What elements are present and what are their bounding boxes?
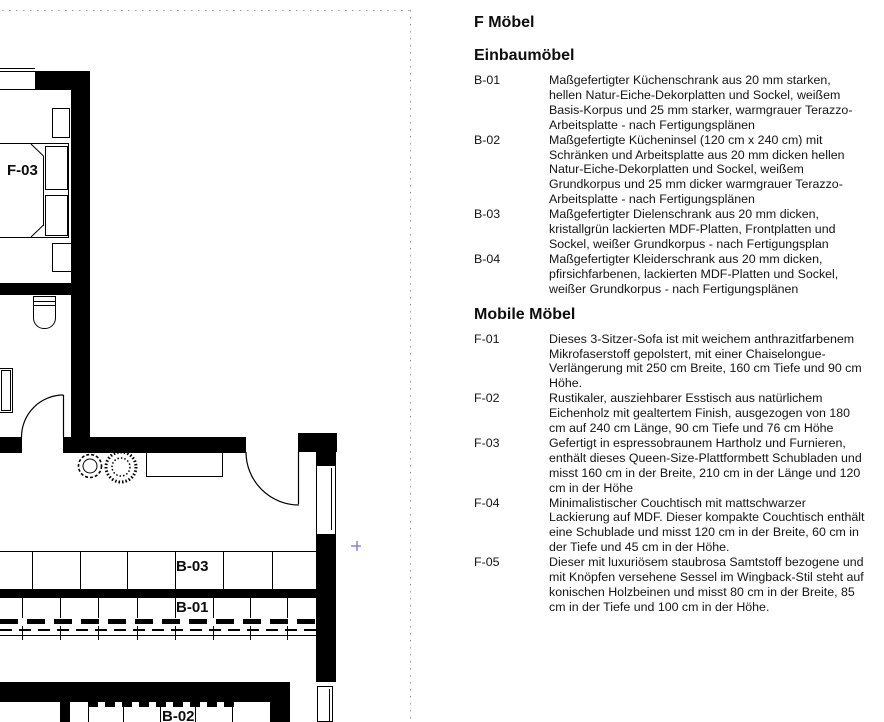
cabinet-divider xyxy=(32,552,33,589)
toilet-tank-line xyxy=(34,301,55,302)
kitchen-counter-label: B-01 xyxy=(176,599,209,616)
legend-item xyxy=(474,252,868,297)
item-description: Rustikaler, ausziehbarer Esstisch aus natürlichem Eichenholz mit gealtertem Finish, ausgezogen von 180 cm auf 240 cm Länge, 90 cm Tiefe und 76 cm Höhe xyxy=(549,391,850,436)
counter-edge-line xyxy=(0,635,316,636)
item-code: B-01 xyxy=(474,73,501,87)
counter-tick xyxy=(213,626,214,640)
cabinet-divider xyxy=(22,598,23,618)
item-description: Maßgefertigter Küchenschrank aus 20 mm starken, hellen Natur-Eiche-Dekorplatten und Sockel, weißem Basis-Korpus und 25 mm starker, warmgrauer Terazzo-Arbeitsplatte - nach Fertigungsplänen xyxy=(549,73,853,132)
plant-icon xyxy=(106,452,136,482)
bed-label: F-03 xyxy=(7,162,38,179)
cabinet-divider xyxy=(80,552,81,589)
nightstand xyxy=(52,108,70,138)
item-description: Maßgefertigte Kücheninsel (120 cm x 240 cm) mit Schränken und Arbeitsplatte aus 20 mm dicken hellen Natur-Eiche-Dekorplatten und Sockel, weißem Grundkorpus und 25 mm dicker warmgrauer Terazzo-Arbeitsplatte - nach Fertigungsplänen xyxy=(549,132,845,207)
pillow xyxy=(45,146,68,190)
door-swing xyxy=(246,452,299,505)
item-description: Dieses 3-Sitzer-Sofa ist mit weichem anthrazitfarbenem Mikrofaserstoff gepolstert, mit einer Chaiselongue-Verlängerung mit 250 cm Breite, 160 cm Tiefe und 90 cm Höhe. xyxy=(549,331,862,391)
counter-tick xyxy=(175,626,176,640)
cabinet-divider xyxy=(223,552,224,589)
toilet xyxy=(33,296,56,329)
item-code: F-03 xyxy=(474,435,500,450)
legend-item xyxy=(474,555,868,615)
kitchen-island-label: B-02 xyxy=(162,708,195,722)
counter-tick xyxy=(98,626,99,640)
wall-segment xyxy=(63,437,246,453)
item-code: F-01 xyxy=(474,331,500,346)
legend-item xyxy=(474,436,868,496)
section-heading-mobile-moebel: Mobile Möbel xyxy=(474,305,576,323)
counter-tick xyxy=(137,626,138,640)
wall-segment xyxy=(0,682,290,702)
item-code: F-02 xyxy=(474,391,500,406)
hall-cabinet-label: B-03 xyxy=(176,558,209,575)
overhead-cabinet-dashed-line xyxy=(0,619,316,624)
cabinet-divider xyxy=(60,598,61,618)
wall-segment xyxy=(0,589,316,598)
legend-title: F Möbel xyxy=(474,14,535,31)
counter-tick xyxy=(60,626,61,640)
door-swing xyxy=(22,395,64,437)
legend-item xyxy=(474,332,868,392)
counter-tick xyxy=(250,626,251,640)
bath-shelf-inner-line xyxy=(1,370,11,411)
wall-segment xyxy=(0,283,71,295)
counter-tick xyxy=(22,626,23,640)
counter-tick xyxy=(287,626,288,640)
item-code: F-05 xyxy=(474,555,500,570)
wall-segment xyxy=(0,437,22,453)
counter-edge-dashed-line xyxy=(0,629,316,631)
cabinet-divider xyxy=(127,552,128,589)
window-sill-line xyxy=(0,68,35,69)
window xyxy=(0,71,36,90)
wall-segment xyxy=(298,433,337,452)
cabinet-divider xyxy=(123,702,124,722)
cabinet-divider xyxy=(195,702,196,722)
cabinet-divider xyxy=(160,702,161,722)
item-description: Maßgefertigter Dielenschrank aus 20 mm dicken, kristallgrün lackierten MDF-Platten, Frontplatten und Sockel, weißer Grundkorpus - nach Fertigungsplan xyxy=(549,207,836,251)
legend-item xyxy=(474,496,868,556)
cabinet-divider xyxy=(98,598,99,618)
legend-item xyxy=(474,133,868,208)
wall-segment xyxy=(60,702,70,722)
cabinet-front-line xyxy=(0,551,316,552)
cabinet-divider xyxy=(250,598,251,618)
cabinet-divider xyxy=(137,598,138,618)
legend-item xyxy=(474,73,868,133)
legend-item xyxy=(474,391,868,436)
island-dashed-edge xyxy=(88,702,238,707)
item-code: B-04 xyxy=(474,251,501,266)
sideboard xyxy=(146,452,223,477)
cabinet-divider xyxy=(88,702,89,722)
section-heading-einbaumoebel: Einbaumöbel xyxy=(474,47,575,64)
pillow xyxy=(45,195,68,236)
item-code: B-03 xyxy=(474,207,501,222)
item-code: F-04 xyxy=(474,495,500,510)
toilet-tank-line xyxy=(34,305,55,306)
nightstand xyxy=(52,243,72,272)
cabinet-divider xyxy=(232,702,233,722)
window-glass-line xyxy=(331,468,332,530)
wall-segment xyxy=(316,534,336,682)
window xyxy=(317,686,333,722)
item-description: Minimalistischer Couchtisch mit mattschwarzer Lackierung auf MDF. Dieser kompakte Couchtisch enthält eine Schublade und misst 120 cm in der Breite, 60 cm in der Tiefe und 45 cm in der Höhe. xyxy=(549,495,865,555)
wall-segment xyxy=(316,452,336,466)
cabinet-divider xyxy=(213,598,214,618)
wall-segment xyxy=(71,71,90,453)
cabinet-divider xyxy=(287,598,288,618)
item-code: B-02 xyxy=(474,132,501,147)
plant-icon xyxy=(79,455,102,478)
window-glass-line xyxy=(329,689,330,721)
window xyxy=(316,465,336,535)
item-description: Maßgefertigter Kleiderschrank aus 20 mm dicken, pfirsichfarbenen, lackierten MDF-Platten und Sockel, weißer Grundkorpus - nach Fertigungsplänen xyxy=(549,251,839,296)
bath-shelf xyxy=(0,368,13,413)
cabinet-divider xyxy=(272,552,273,589)
viewport-boundary-right xyxy=(410,10,411,722)
wall-segment xyxy=(270,702,290,722)
viewport-marker-icon xyxy=(351,541,361,551)
furniture-legend xyxy=(474,13,868,615)
item-description: Dieser mit luxuriösem staubrosa Samtstoff bezogene und mit Knöpfen versehene Sessel im Wingback-Stil steht auf konischen Holzbeinen und misst 80 cm in der Breite, 85 cm in der Tiefe und 100 cm in der Höhe. xyxy=(549,555,864,614)
legend-item xyxy=(474,207,868,252)
item-description: Gefertigt in espressobraunem Hartholz und Furnieren, enthält dieses Queen-Size-Plattformbett Schubladen und misst 160 cm in der Breite, 210 cm in der Länge und 120 cm in der Höhe xyxy=(549,435,862,495)
viewport-boundary-top xyxy=(2,10,410,11)
